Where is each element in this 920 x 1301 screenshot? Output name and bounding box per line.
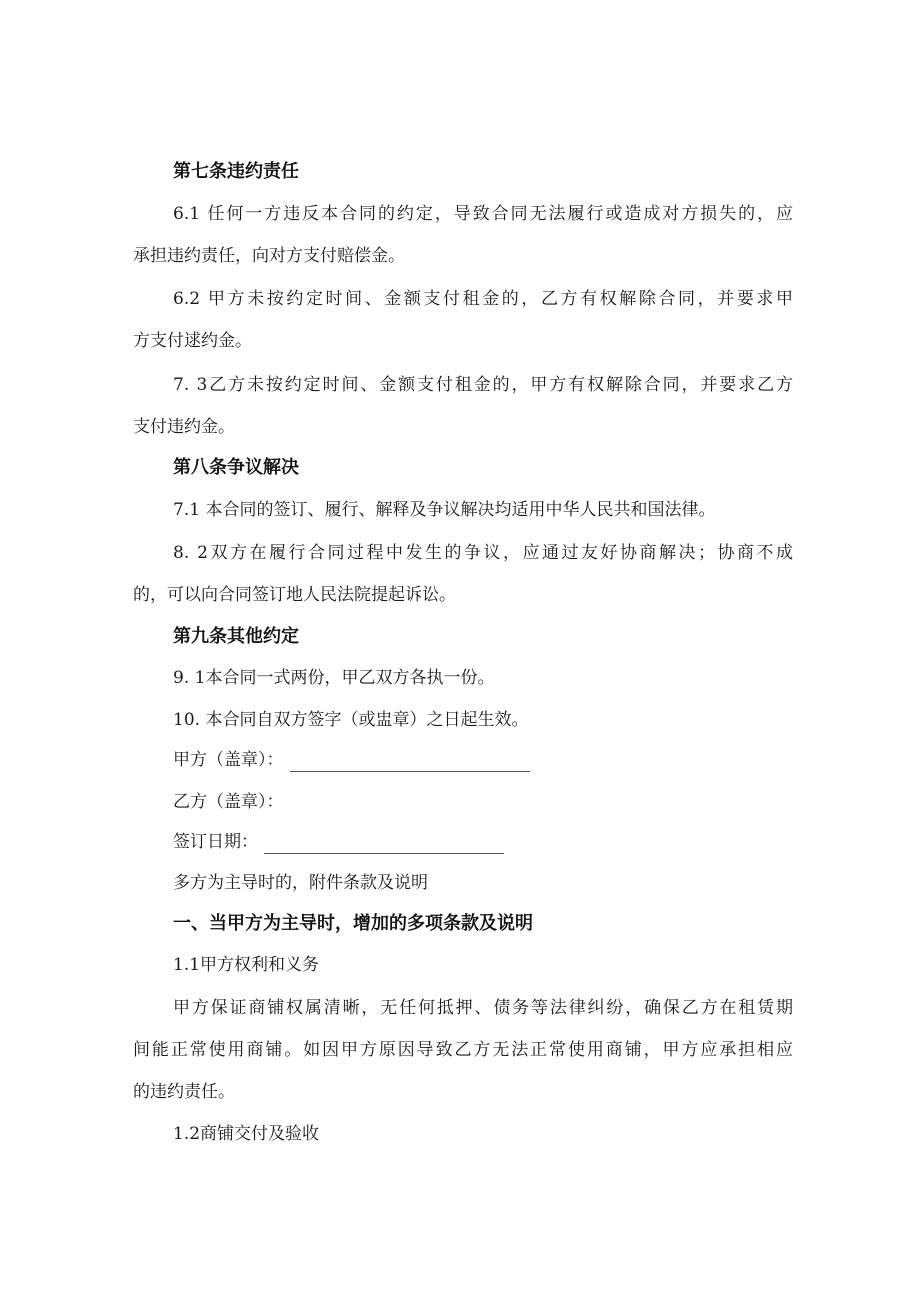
clause-8-2-line-1: 8. 2双方在履行合同过程中发生的争议，应通过友好协商解决；协商不成 [173, 543, 793, 563]
sign-date-line[interactable] [264, 835, 504, 854]
clause-6-2-line-1: 6.2 甲方未按约定时间、金额支付租金的，乙方有权解除合同，并要求甲 [173, 289, 793, 309]
clause-7-1: 7.1 本合同的签订、履行、解释及争议解决均适用中华人民共和国法律。 [173, 500, 716, 520]
section-1-1-line-3: 的违约责任。 [133, 1082, 235, 1102]
article-9-title: 第九条其他约定 [173, 626, 299, 647]
section-1-1-line-2: 间能正常使用商铺。如因甲方原因导致乙方无法正常使用商铺，甲方应承担相应 [133, 1040, 793, 1060]
party-a-signature-line[interactable] [290, 753, 530, 772]
clause-10: 10. 本合同自双方签字（或盅章）之日起生效。 [173, 710, 529, 730]
clause-7-3-line-1: 7. 3乙方未按约定时间、金额支付租金的，甲方有权解除合同，并要求乙方 [173, 375, 793, 395]
clause-7-3-line-2: 支付违约金。 [133, 417, 235, 437]
clause-6-1-line-1: 6.1 任何一方违反本合同的约定，导致合同无法履行或造成对方损失的，应 [173, 204, 793, 224]
article-7-title: 第七条违约责任 [173, 161, 299, 182]
section-1-1-title: 1.1甲方权利和义务 [173, 955, 320, 975]
article-8-title: 第八条争议解决 [173, 457, 299, 478]
section-1-2-title: 1.2商铺交付及验收 [173, 1124, 320, 1144]
multi-party-lead: 多方为主导时的，附件条款及说明 [173, 873, 428, 893]
clause-9-1: 9. 1本合同一式两份，甲乙双方各执一份。 [173, 668, 495, 688]
clause-6-2-line-2: 方支付逑约金。 [133, 331, 252, 351]
clause-6-1-line-2: 承担违约责任，向对方支付赔偿金。 [133, 246, 405, 266]
party-a-signature-row [173, 748, 833, 772]
sign-date-row [173, 830, 833, 854]
clause-8-2-line-2: 的，可以向合同签订地人民法院提起诉讼。 [133, 585, 456, 605]
section-1-1-line-1: 甲方保证商铺权属清晰，无任何抵押、债务等法律纠纷，确保乙方在租赁期 [173, 998, 793, 1018]
section-1-title: 一、当甲方为主导时，增加的多项条款及说明 [173, 913, 533, 934]
sign-date-label: 签订日期： [173, 832, 258, 852]
party-a-label: 甲方（盖章）： [173, 750, 284, 770]
party-b-label: 乙方（盖章）： [173, 792, 284, 812]
